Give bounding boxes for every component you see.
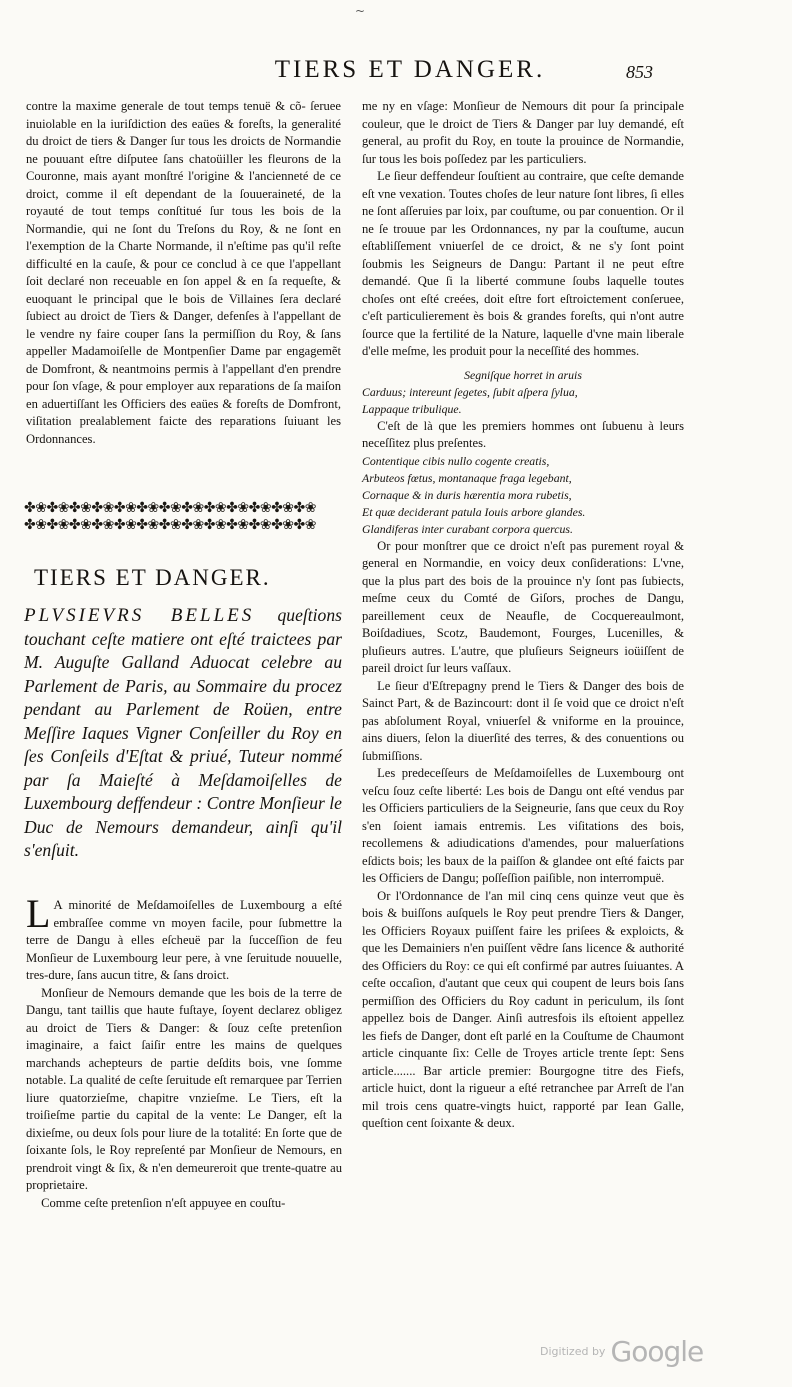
opening-paragraph: contre la maxime generale de tout temps tenuë & cõ- ſeruee inuiolable en la iuriſdiction des eaües & foreſts, la generalité du droict de tiers & Danger ſur tous les droicts de Normandie ne pouuant eſtre diſputee ſans chatoüiller les fleurons de la Couronne, mais ayant monſtré l'origine & l'ancienneté de ce droict, comme il eſt dependant de la ſouueraineté, de la royauté de tout temps conſtitué ſur tous les bois de la Normandie, qui ne ſont du Treſons du Roy, & ne ſont en l'exemption de la Charte Normande, il n'eſtime pas qu'il reſte difficulté en la cauſe, & pour ce conclud à ce que l'appellant ſoit declaré non receuable en ſon appel & en ſa requeſte, & euoquant le principal que le bois de Villaines ſera declaré ſubiect au droict de Tiers & Danger, defenſes à l'appellant de le vendre ny faire couper ſans la permiſſion du Roy, & ſans appeller Madamoiſelle de Montpenſier Dame par engagemẽt de Domfront, & neantmoins permis à l'appellant d'en prendre pour ſon vſage, & pour employer aux reparations de ſa maiſon en aduertiſſant les Officiers des eaües & foreſts de Domfront, viſitation prealablement faicte des reparations ſuiuant les Ordonnances. (26, 99, 341, 446)
left-column-top (26, 98, 341, 448)
summary-paragraph (24, 604, 342, 863)
google-logo: Google (610, 1335, 704, 1368)
verse-line: Glandiferas inter curabant corpora quercus. (362, 521, 573, 536)
right-column (362, 98, 684, 1133)
body-paragraph-3: Comme ceſte pretenſion n'eſt appuyee en couſtu- (41, 1195, 286, 1210)
between-verses: C'eſt de là que les premiers hommes ont ſubuenu à leurs neceſſitez plus preſentes. (362, 418, 684, 450)
ornament-row-repeat: ✤❀✤❀✤❀✤❀✤❀✤❀✤❀✤❀✤❀✤❀✤❀✤❀✤❀ (24, 517, 316, 533)
summary-text: queſtions touchant ceſte matiere ont eſté traictees par M. Auguſte Galland Aduocat celebre au Parlement de Paris, au Sommaire du procez pendant au Parlement de Roüen, entre Meſſire Iaques Vigner Conſeiller du Roy en ſes Conſeils d'Eſtat & priué, Tuteur nommé par ſa Maieſté à Meſdamoiſelles de Luxembourg deffendeur : Contre Monſieur le Duc de Nemours demandeur, ainſi qu'il s'enſuit. (24, 605, 342, 860)
verse-line: Contentique cibis nullo cogente creatis, (362, 453, 550, 468)
verse-line: Et quæ deciderant patula Iouis arbore glandes. (362, 504, 586, 519)
ornament-band (24, 500, 324, 536)
google-watermark (540, 1335, 703, 1368)
verse-quote-2 (362, 453, 684, 538)
body-paragraph-1: L A minorité de Meſdamoiſelles de Luxembourg a eſté embraſſee comme vn moyen facile, pour ſubmettre la terre de Dangu à elles eſcheuë par la ſucceſſion de feu Monſieur de Luxembourg leur pere, à vne ſeruitude nouuelle, tres-dure, ſans aucun titre, & ſans droict. (26, 891, 342, 982)
right-paragraph-1: me ny en vſage: Monſieur de Nemours dit pour ſa principale couleur, que le droict de Tiers & Danger par luy demandé, eſt general, au profit du Roy, en toute la prouince de Normandie, ſur tous les bois poſſedez par les particuliers. (362, 99, 684, 166)
body-paragraph-2: Monſieur de Nemours demande que les bois de la terre de Dangu, tant taillis que haute fuſtaye, ſoyent declarez obligez au droict de Tiers & Danger: & ſouz ceſte pretenſion imaginaire, a faict ſaiſir entre les mains de quelques marchands achepteurs de partie deſdits bois, vne ſomme notable. La qualité de ceſte ſeruitude eſt remarquee par Terrien liure quatorzieſme, chapitre vnzieſme. Le Tiers, eſt la troiſieſme partie du capital de la vente: Le Danger, eſt la dixieſme, ou deux ſols pour liure de la totalité: En ſorte que de ſoixante ſols, le Roy repreſenté par Monſieur de Nemours, en prendroit vingt & ſix, & n'en demeureroit que trente-quatre au proprietaire. (26, 985, 342, 1192)
verse-line: Carduus; intereunt ſegetes, ſubit aſpera ſylua, (362, 384, 578, 399)
section-title: TIERS ET DANGER. (34, 565, 271, 590)
verse-line: Lappaque tribulique. (362, 401, 462, 416)
watermark-prefix: Digitized by (540, 1345, 606, 1358)
verse-line: Segniſque horret in aruis (464, 367, 582, 382)
right-paragraph-4: Le ſieur d'Eſtrepagny prend le Tiers & Danger des bois de Sainct Part, & de Bazincourt: dont il ſe void que ce droict n'eſt pas abſolument Royal, vniuerſel & vniforme en la prouince, ains diuers, ſelon la diuerſité des terres, & des conuentions ou ſubmiſſions. (362, 678, 684, 763)
left-column-body (26, 891, 342, 1212)
summary-lead: PLVSIEVRS BELLES (24, 605, 255, 626)
verse-line: Cornaque & in duris hærentia mora rubetis, (362, 487, 572, 502)
running-title: TIERS ET DANGER. (274, 56, 546, 83)
corner-mark: ~ (355, 4, 366, 18)
page-number: 853 (626, 62, 653, 82)
verse-line: Arbuteos fœtus, montanaque fraga legebant, (362, 470, 572, 485)
right-paragraph-5: Les predeceſſeurs de Meſdamoiſelles de Luxembourg ont veſcu ſouz ceſte liberté: Les bois de Dangu ont eſté vendus par les Officiers particuliers de la Seigneurie, ſans que ceux du Roy s'en ſoient iamais entremis. Les viſitations des bois, recollemens & adiudications d'amendes, pour maluerſations eſdicts bois; les baux de la paiſſon & glandee ont eſté faicts par les Officiers de Dangu; poſſeſſion paiſible, non interrompuë. (362, 766, 684, 885)
right-paragraph-2: Le ſieur deffendeur ſouſtient au contraire, que ceſte demande eſt vne vexation. Toutes choſes de leur nature ſont libres, ſi elles ne ſont aſſeruies par loix, par couſtume, ou par conuention. Or il ne ſe trouue par les Ordonnances, ny par la couſtume, aucun eſtabliſſement vniuerſel de ce droict, & ne s'y ſont point ſoubmis les Seigneurs de Dangu: Partant il ne peut eſtre demandé. Que ſi la liberté commune ſoubs laquelle toutes choſes ont eſté creées, doit eſtre fort eſtroictement conſeruee, c'eſt particulierement ès bois & grandes foreſts, qui n'ont autre ſource que la fertilité de la Nature, laquelle d'vne main liberale d'elle meſme, les produit pour la neceſſité des hommes. (362, 169, 684, 358)
right-paragraph-6: Or l'Ordonnance de l'an mil cinq cens quinze veut que ès bois & buiſſons auſquels le Roy peut prendre Tiers & Danger, les Officiers Royaux puiſſent faire les priſees & exploicts, & que les Demainiers n'en puiſſent vẽdre ſans licence & authorité des Officiers du Roy: ce qui eſt confirmé par autres ſuiuantes. A ceſte occaſion, d'autant que ceux qui coupent de leurs bois ſans permiſſion des Officiers du Roy cadunt in periculum, ils ſont appellez bois de Danger. Ainſi autresfois ils eſtoient appellez les fiefs de Danger, dont eſt parlé en la Couſtume de Chaumont article cinquante ſix: Celle de Troyes article trente ſept: Sens article....... Bar article premier: Bourgogne titre des Fiefs, article huict, dont la rigueur a eſté retranchee par Arreſt de l'an mil trois cens quatre-vingts huict, rapporté par Iean Galle, queſtion cent ſoixante & deux. (362, 888, 684, 1130)
verse-quote-1 (362, 367, 684, 418)
ornament-row: ✤❀✤❀✤❀✤❀✤❀✤❀✤❀✤❀✤❀✤❀✤❀✤❀✤❀ (24, 500, 316, 516)
right-paragraph-3: Or pour monſtrer que ce droict n'eſt pas purement royal & general en Normandie, en voicy deux conſiderations: L'vne, que la plus part des bois de la prouince n'y ſont pas ſubiects, meſme ceux du Comté de Giſors, proches de Dangu, pareillement ceux de Neaufle, de Cocquereaulmont, Boiſdadiues, Scotz, Baudemont, Fourges, Lucenilles, & pluſieurs autres. L'autre, que pluſieurs Seigneurs ioüiſſent de pareil droict ſur leurs vaſſaux. (362, 538, 684, 675)
drop-cap: L (26, 891, 51, 936)
